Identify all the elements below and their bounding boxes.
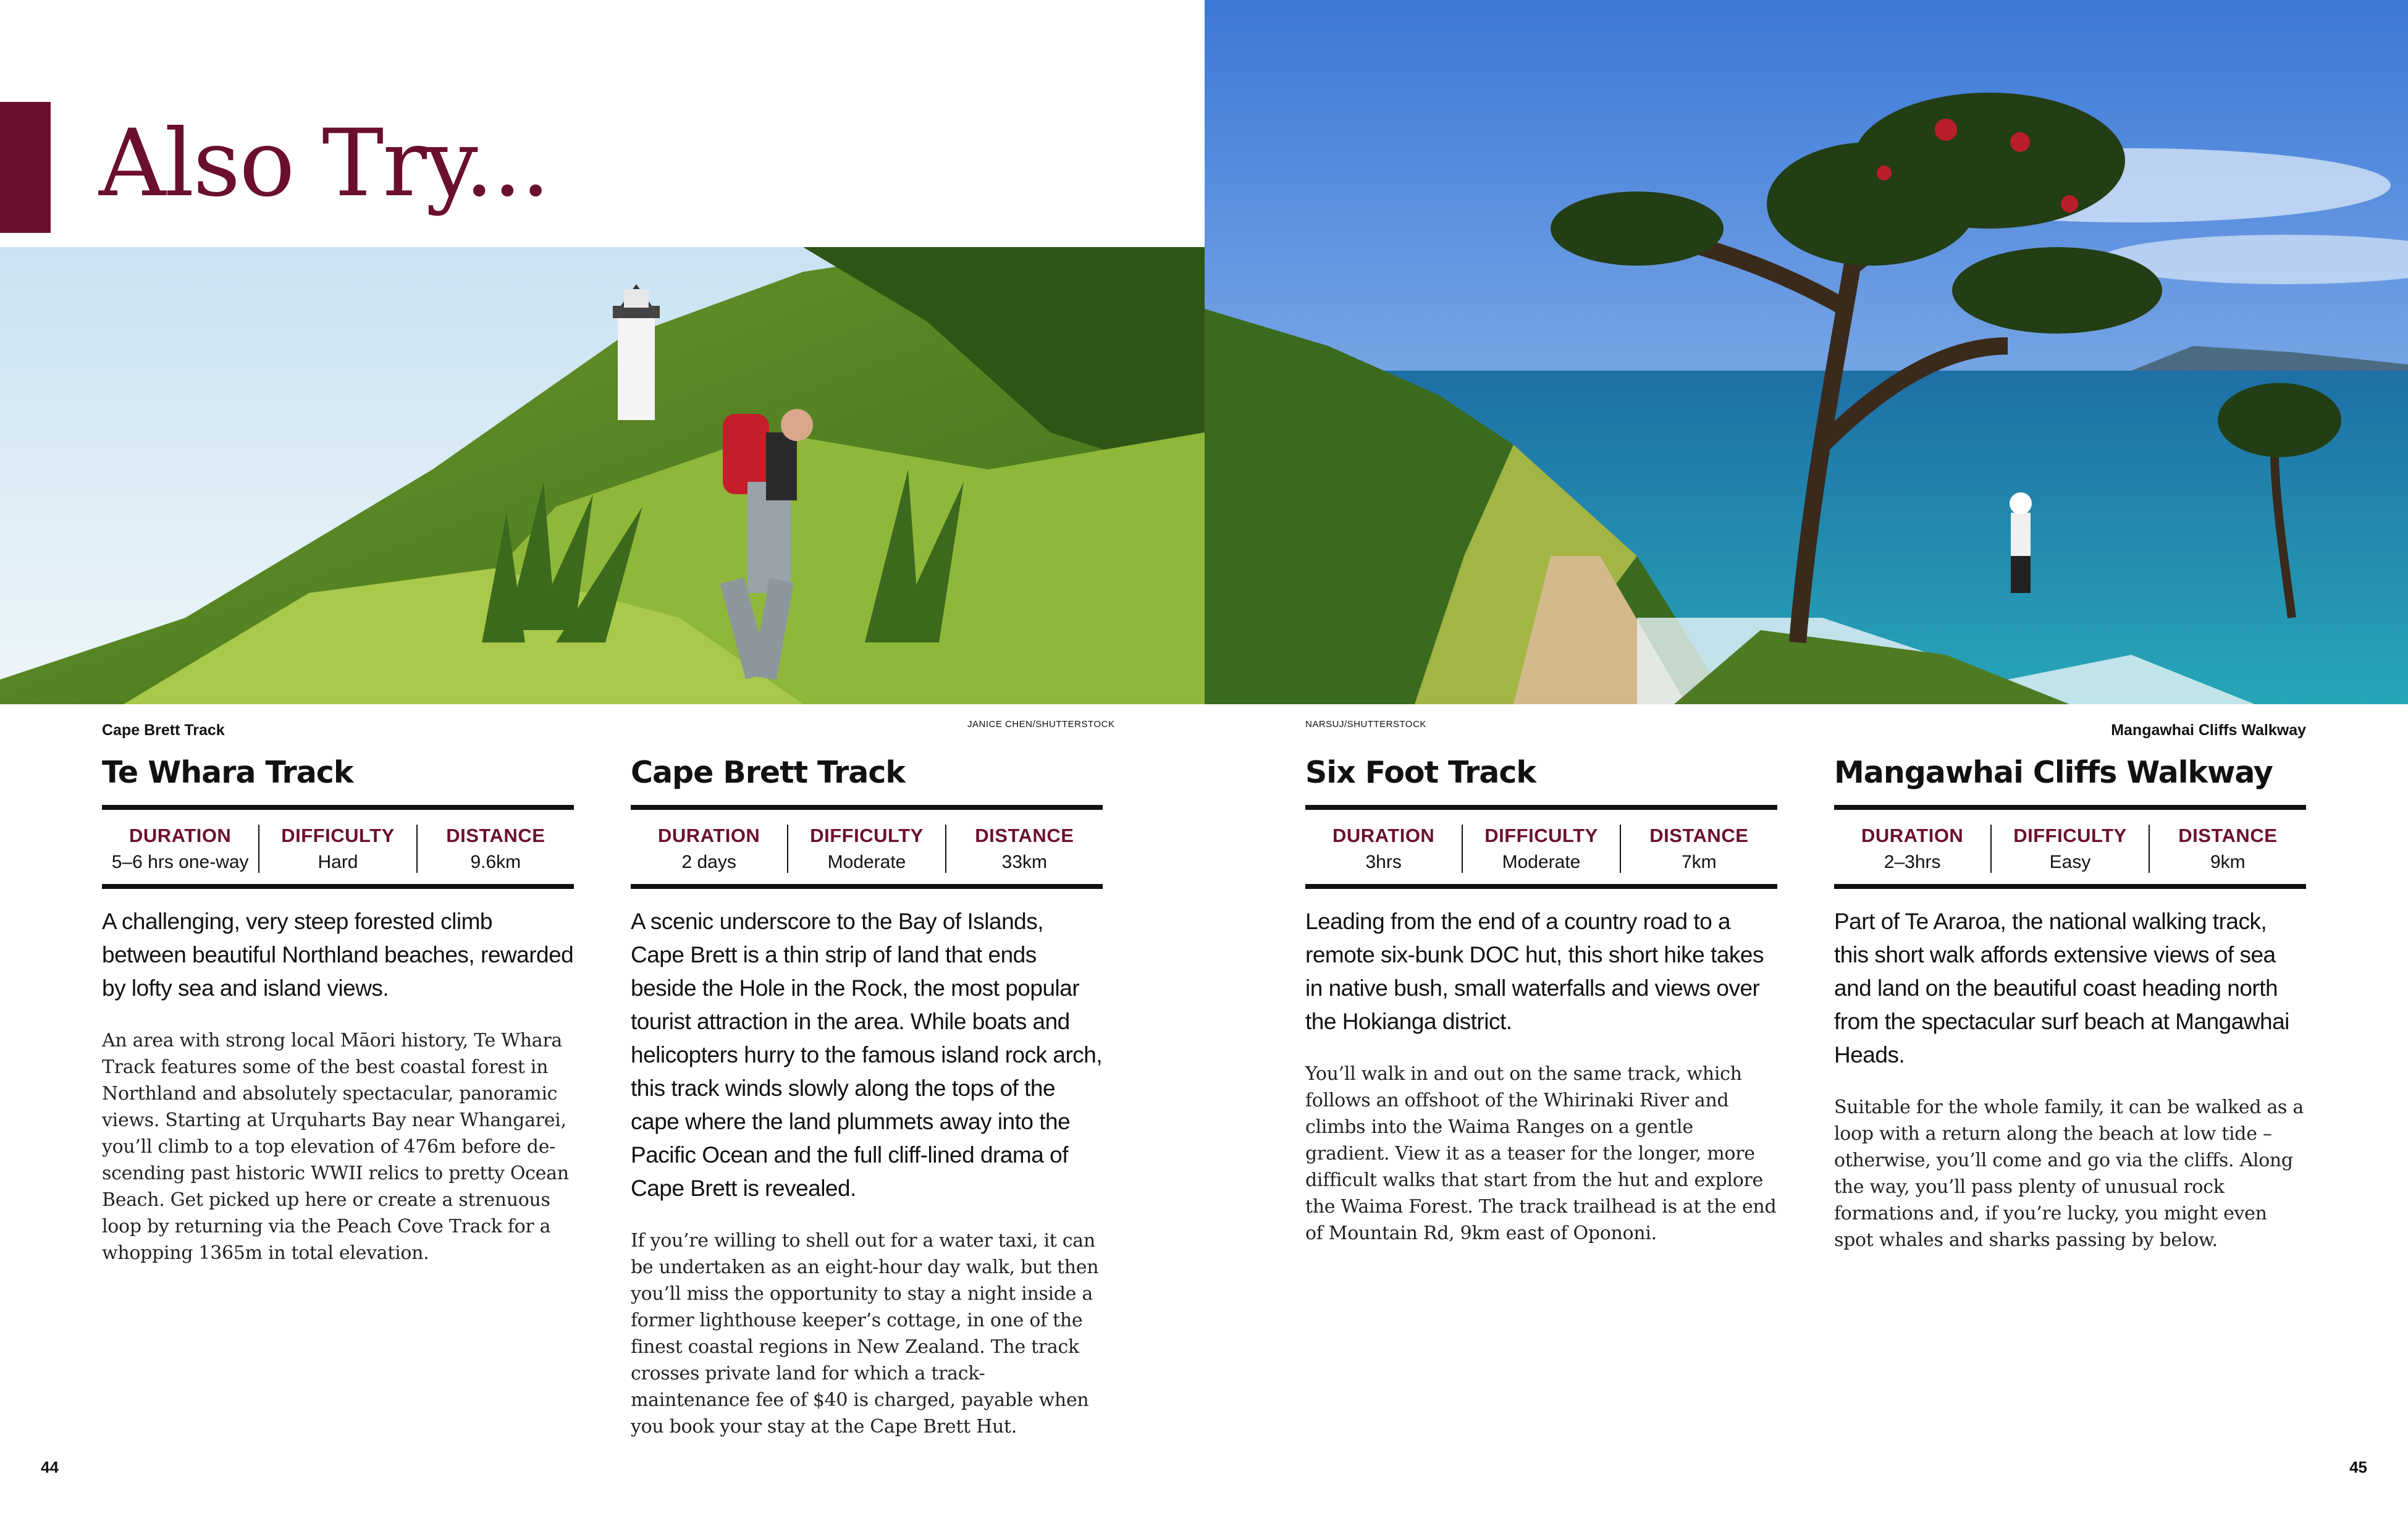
track-stats	[631, 805, 1103, 889]
stat-duration	[1305, 825, 1463, 873]
stat-value-duration: 2 days	[681, 851, 736, 872]
track-stats	[102, 805, 574, 889]
photo-caption-left: Cape Brett Track	[102, 722, 225, 739]
track-column-mangawhai	[1834, 756, 2306, 1253]
stat-distance	[418, 825, 574, 873]
stat-value-difficulty: Easy	[2049, 851, 2091, 872]
track-stats	[1834, 805, 2306, 889]
mangawhai-cliffs-photo	[1205, 0, 2408, 704]
stat-value-distance: 7km	[1681, 851, 1717, 872]
stat-difficulty	[1463, 825, 1620, 873]
stat-label-duration: DURATION	[1861, 824, 1964, 846]
stat-label-distance: DISTANCE	[446, 824, 545, 846]
stat-value-distance: 33km	[1001, 851, 1047, 872]
photo-credit-right: NARSUJ/SHUTTERSTOCK	[1305, 719, 1426, 730]
track-body: You’ll walk in and out on the same track, which follows an offshoot of the Whirinaki River and climbs into the Waima Ranges on a gentle gradient. View it as a teaser for the longer, more difficult walks that start from the hut and explore the Waima Forest. The track trailhead is at the end of Mountain Rd, 9km east of Opononi.	[1305, 1063, 1777, 1244]
stat-value-difficulty: Moderate	[827, 851, 906, 872]
stat-label-distance: DISTANCE	[1649, 824, 1749, 846]
track-name: Te Whara Track	[102, 755, 353, 790]
page-title: Also Try...	[99, 110, 549, 217]
track-name: Cape Brett Track	[631, 755, 905, 790]
track-body: Suitable for the whole family, it can be walked as a loop with a return along the beach at low tide – otherwise, you’ll come and go via the cliffs. Along the way, you’ll pass plenty of unusual rock formations and, if you’re lucky, you might even spot whales and sharks passing by below.	[1834, 1096, 2304, 1251]
stat-difficulty	[788, 825, 946, 873]
stat-duration	[102, 825, 259, 873]
stat-value-difficulty: Hard	[318, 851, 358, 872]
photo-credit-left: JANICE CHEN/SHUTTERSTOCK	[967, 719, 1115, 730]
stat-value-distance: 9km	[2210, 851, 2246, 872]
track-column-te-whara	[102, 756, 574, 1266]
stat-label-difficulty: DIFFICULTY	[281, 824, 395, 846]
track-stats	[1305, 805, 1777, 889]
stat-label-duration: DURATION	[1332, 824, 1435, 846]
stat-value-distance: 9.6km	[470, 851, 521, 872]
stat-value-duration: 5–6 hrs one-way	[111, 851, 249, 872]
stat-label-difficulty: DIFFICULTY	[1484, 824, 1598, 846]
page-number-right: 45	[2349, 1458, 2367, 1476]
track-lead: Leading from the end of a country road to a remote six-bunk DOC hut, this short hike takes in native bush, small waterfalls and views over the Hokianga district.	[1305, 908, 1764, 1034]
stat-label-duration: DURATION	[129, 824, 232, 846]
photo-caption-right: Mangawhai Cliffs Walkway	[2111, 722, 2306, 739]
track-column-cape-brett	[631, 756, 1103, 1440]
stat-label-distance: DISTANCE	[975, 824, 1074, 846]
stat-label-difficulty: DIFFICULTY	[810, 824, 924, 846]
page-number-left: 44	[41, 1458, 59, 1476]
track-name: Mangawhai Cliffs Walkway	[1834, 755, 2273, 790]
track-lead: Part of Te Araroa, the national walking track, this short walk affords extensive views of sea and land on the beautiful coast heading north from the spectacular surf beach at Mangawhai Heads.	[1834, 908, 2289, 1067]
stat-distance	[2150, 825, 2306, 873]
stat-value-duration: 3hrs	[1365, 851, 1402, 872]
cape-brett-photo	[0, 247, 1205, 704]
stat-value-difficulty: Moderate	[1502, 851, 1581, 872]
stat-label-duration: DURATION	[658, 824, 760, 846]
stat-distance	[1621, 825, 1777, 873]
track-body: If you’re willing to shell out for a water taxi, it can be undertaken as an eight-hour day walk, but then you’ll miss the opportunity to stay a night inside a former lighthouse keeper’s cottage, in one of the finest coastal regions in New Zealand. The track crosses private land for which a track-maintenance fee of $40 is charged, payable when you book your stay at the Cape Brett Hut.	[631, 1229, 1099, 1437]
stat-duration	[1834, 825, 1992, 873]
track-lead: A scenic underscore to the Bay of Islands, Cape Brett is a thin strip of land that ends beside the Hole in the Rock, the most popular tourist attraction in the area. While boats and helicopters hurry to the famous island rock arch, this track winds slowly along the tops of the cape where the land plummets away into the Pacific Ocean and the full cliff-lined drama of Cape Brett is revealed.	[631, 908, 1103, 1201]
track-name: Six Foot Track	[1305, 755, 1536, 790]
track-lead: A challenging, very steep forested climb between beautiful Northland beaches, rewarded by lofty sea and island views.	[102, 908, 574, 1001]
stat-difficulty	[259, 825, 417, 873]
stat-label-difficulty: DIFFICULTY	[2013, 824, 2127, 846]
stat-difficulty	[1992, 825, 2149, 873]
stat-value-duration: 2–3hrs	[1884, 851, 1941, 872]
stat-label-distance: DISTANCE	[2178, 824, 2278, 846]
stat-distance	[946, 825, 1103, 873]
track-body: An area with strong local Māori history, Te Whara Track features some of the best coastal forest in Northland and absolutely spectacular, panoramic views. Starting at Urquharts Bay near Whangarei, you’ll climb to a top elevation of 476m before de-scending past historic WWII relics to pretty Ocean Beach. Get picked up here or create a strenuous loop by returning via the Peach Cove Track for a whopping 1365m in total elevation.	[102, 1029, 569, 1264]
stat-duration	[631, 825, 788, 873]
title-accent-bar	[0, 102, 51, 233]
track-column-six-foot	[1305, 756, 1777, 1247]
